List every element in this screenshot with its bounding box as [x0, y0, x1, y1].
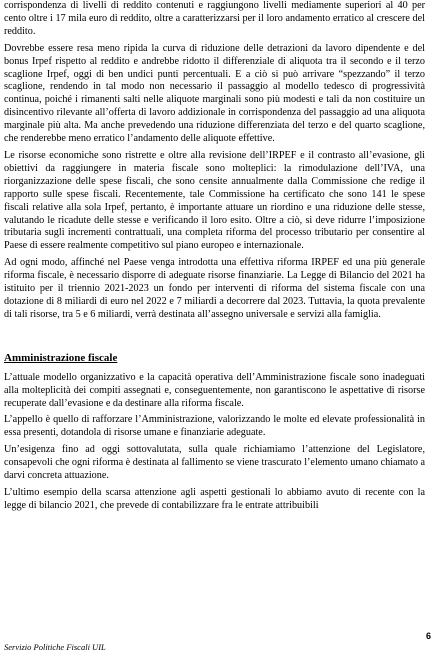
footer-text: Servizio Politiche Fiscali UIL — [4, 642, 106, 652]
paragraph-underestimated-need: Un’esigenza fino ad oggi sottovalutata, sulla quale richiamiamo l’attenzione del Legislatore, consapevoli che ogni riforma è destinata al fallimento se viene trascurato l’elemento umano chiamato a darvi concreta attuazione. — [4, 444, 425, 482]
paragraph-organizational-model: L’attuale modello organizzativo e la capacità operativa dell’Amministrazione fiscale sono inadeguati alla molteplicità dei compiti assegnati e, conseguentemente, non garantiscono le aspettative di risorse recuperate dall’evasione e da destinare alla riforma fiscale. — [4, 371, 425, 409]
page-number: 6 — [425, 631, 431, 641]
document-body — [4, 0, 425, 517]
paragraph-economic-resources: Le risorse economiche sono ristrette e oltre alla revisione dell’IRPEF e il contrasto all’evasione, gli obiettivi da raggiungere in materia fiscale sono molteplici: la rimodulazione dell’IVA, una riorganizzazione delle spese fiscali, che sono censite annualmente dalla Commissione che redige il rapporto sulle spese fiscali. Recentemente, tale Commissione ha certificato che sono 141 le spese fiscali relative alla sola Irpef, pertanto, è importante attuare un riordino e una riduzione delle stesse, valutando le ricadute delle stesse e verificando il loro esito. Oltre a ciò, si deve ridurre l’imposizione tributaria sugli incrementi contrattuali, una completa riforma del processo tributario per consentire al Paese di essere realmente competitivo sul piano europeo e internazionale. — [4, 149, 425, 252]
paragraph-irpef-reform-funding: Ad ogni modo, affinché nel Paese venga introdotta una effettiva riforma IRPEF ed una più generale riforma fiscale, è necessario disporre di adeguate risorse finanziarie. La Legge di Bilancio del 2021 ha istituito per il triennio 2021-2023 un fondo per interventi di riforma del sistema fiscale con una dotazione di 8 miliardi di euro nel 2022 e 7 miliardi a decorrere dal 2023. Tuttavia, la quota prevalente di tali risorse, tra 5 e 6 miliardi, verrà destinata all’assegno universale e servizi alla famiglia. — [4, 257, 425, 320]
paragraph-budget-law-example: L’ultimo esempio della scarsa attenzione agli aspetti gestionali lo abbiamo avuto di recente con la legge di bilancio 2021, che prevede di contabilizzare fra le entrate attribuibili — [4, 487, 425, 511]
paragraph-deductions-curve: Dovrebbe essere resa meno ripida la curva di riduzione delle detrazioni da lavoro dipendente e del bonus Irpef rispetto al reddito e andrebbe ridotto il differenziale di aliquota tra il secondo e il terzo scaglione Irpef, oggi di ben undici punti percentuali. E a ciò si può arrivare “spezzando” il terzo scaglione, rendendo in tal modo non necessario il passaggio al modello tedesco di progressività continua, poiché i rimanenti salti nelle aliquote marginali sono più modesti e tali da non costituire un disincentivo rilevante all’offerta di lavoro addizionale in corrispondenza del passaggio ad una aliquota marginale più alta. Ma anche prevedendo una riduzione differenziata del terzo e del quarto scaglione, che renderebbe meno erratico l’andamento delle aliquote effettive. — [4, 42, 425, 145]
paragraph-income-levels: corrispondenza di livelli di reddito contenuti e raggiungono livelli mediamente superiori al 40 per cento oltre i 17 mila euro di reddito, oltre a caratterizzarsi per il loro andamento erratico al crescere del reddito. — [4, 0, 425, 37]
paragraph-strengthen-administration: L’appello è quello di rafforzare l’Amministrazione, valorizzando le molte ed elevate professionalità in essa presenti, dotandola di risorse umane e finanziarie adeguate. — [4, 414, 425, 439]
section-heading: Amministrazione fiscale — [4, 351, 118, 364]
